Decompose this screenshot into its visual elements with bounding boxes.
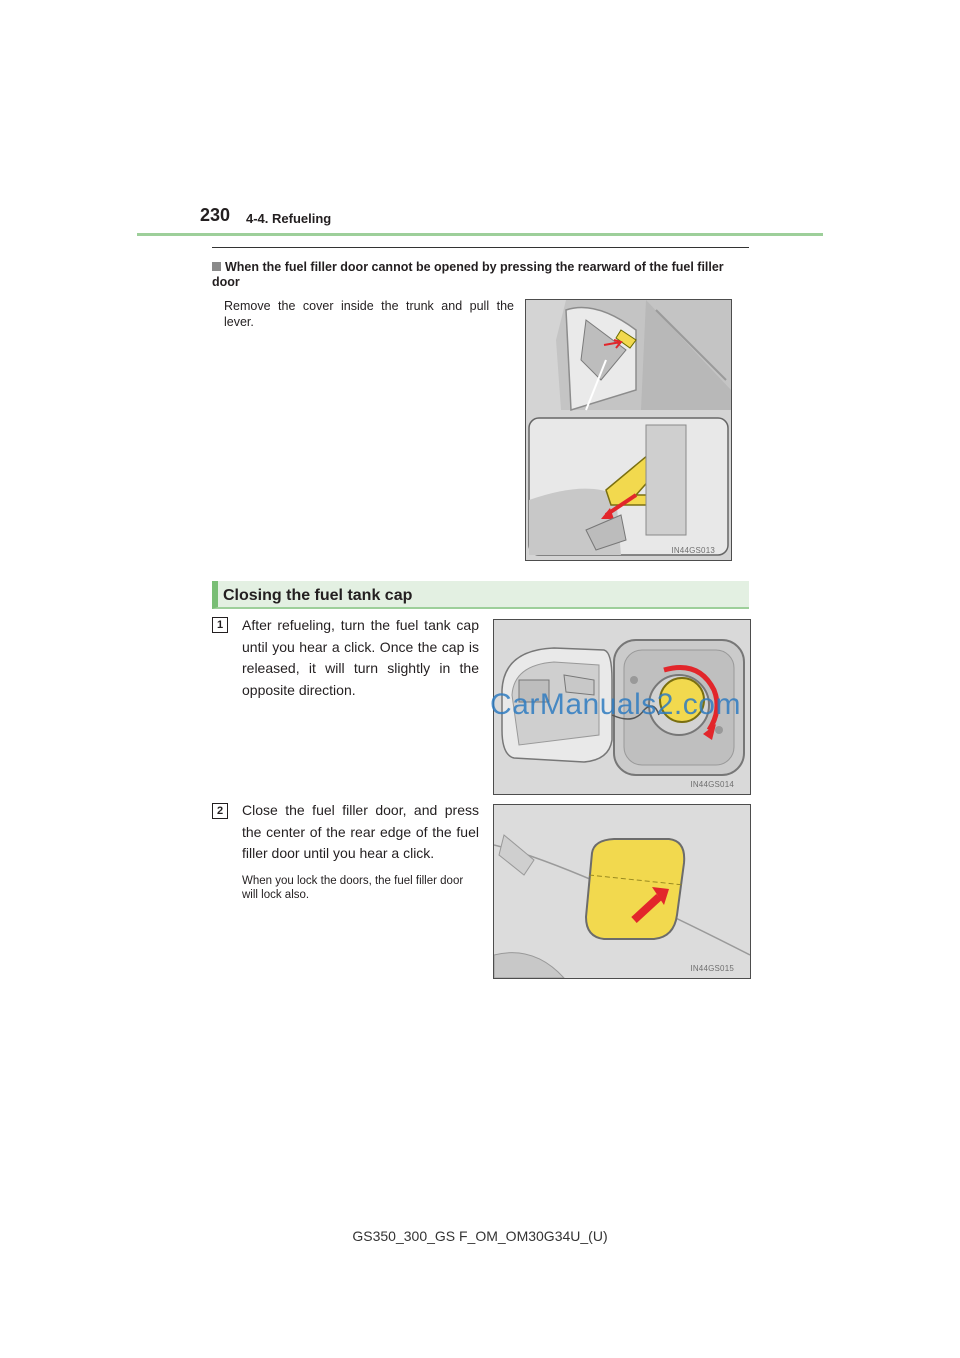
watermark: CarManuals2.com — [490, 688, 741, 721]
square-bullet-icon — [212, 262, 221, 271]
instruction-text: Remove the cover inside the trunk and pull the lever. — [224, 299, 514, 329]
filler-door-illustration — [493, 804, 751, 979]
image-code: IN44GS015 — [690, 964, 734, 973]
header-rule — [137, 233, 823, 236]
section-title: Closing the fuel tank cap — [223, 587, 413, 604]
step-text: After refueling, turn the fuel tank cap until you hear a click. Once the cap is released, it will turn slightly in the opposite direction. — [242, 617, 479, 698]
step-text: Close the fuel filler door, and press the center of the rear edge of the fuel filler door until you hear a click. — [242, 802, 479, 861]
subsection-rule — [212, 247, 749, 248]
image-code: IN44GS014 — [690, 780, 734, 789]
section-reference: 4-4. Refueling — [246, 211, 332, 226]
footer-document-code: GS350_300_GS F_OM_OM30G34U_(U) — [352, 1228, 608, 1244]
subheading-text: When the fuel filler door cannot be opened by pressing the rearward of the fuel filler door — [212, 260, 724, 289]
step-number: 1 — [212, 617, 228, 633]
image-code: IN44GS013 — [671, 546, 715, 555]
subheading — [212, 260, 752, 290]
trunk-lever-illustration — [525, 299, 732, 561]
step-note: When you lock the doors, the fuel filler door will lock also. — [242, 875, 464, 901]
filler-door-drawing — [494, 805, 750, 978]
step-number: 2 — [212, 803, 228, 819]
trunk-lever-drawing — [526, 300, 731, 560]
page-number: 230 — [200, 205, 231, 225]
